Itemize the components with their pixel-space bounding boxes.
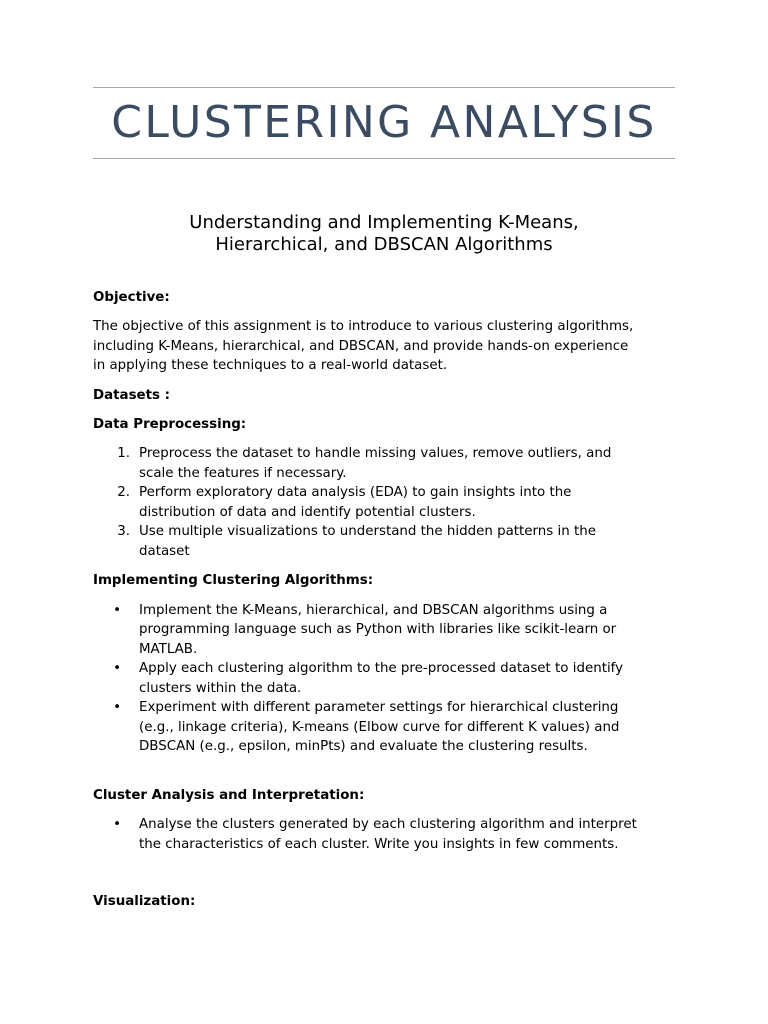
document-subtitle — [93, 212, 675, 256]
list-item-text: (e.g., linkage criteria), K-means (Elbow curve for different K values) and — [139, 719, 620, 735]
preprocessing-heading: Data Preprocessing: — [93, 417, 247, 432]
list-item-text: Preprocess the dataset to handle missing values, remove outliers, and — [139, 446, 612, 461]
list-item — [93, 698, 675, 757]
list-item-text: dataset — [139, 543, 190, 559]
list-item — [93, 483, 675, 522]
list-item — [93, 601, 675, 660]
bullet-icon: • — [113, 661, 121, 676]
list-item-text: MATLAB. — [139, 641, 198, 657]
bullet-icon: • — [113, 602, 121, 618]
visualization-heading: Visualization: — [93, 894, 196, 909]
list-item — [93, 815, 675, 854]
title-bottom-rule — [93, 158, 675, 159]
list-number: 2. — [117, 485, 130, 500]
list-item-text: DBSCAN (e.g., epsilon, minPts) and evaluate the clustering results. — [139, 739, 588, 754]
subtitle-line: Understanding and Implementing K-Means, — [189, 212, 579, 233]
bullet-icon: • — [113, 700, 121, 715]
bullet-icon: • — [113, 817, 121, 832]
analysis-heading: Cluster Analysis and Interpretation: — [93, 787, 365, 803]
document-body — [93, 288, 675, 912]
list-item-text: programming language such as Python with libraries like scikit-learn or — [139, 622, 617, 637]
objective-text-line: including K-Means, hierarchical, and DBSCAN, and provide hands-on experience — [93, 338, 629, 354]
objective-text-line: The objective of this assignment is to introduce to various clustering algorithms, — [93, 319, 634, 334]
list-item-text: scale the features if necessary. — [139, 465, 347, 481]
list-item-text: clusters within the data. — [139, 680, 302, 696]
implementing-list — [93, 601, 675, 757]
document-title: CLUSTERING ANALYSIS — [111, 97, 657, 148]
list-number: 1. — [117, 446, 130, 461]
analysis-list — [93, 815, 675, 854]
objective-text-line: in applying these techniques to a real-world dataset. — [93, 358, 448, 373]
list-number: 3. — [117, 524, 130, 539]
datasets-heading: Datasets : — [93, 387, 171, 403]
list-item-text: the characteristics of each cluster. Write you insights in few comments. — [139, 836, 619, 852]
subtitle-line: Hierarchical, and DBSCAN Algorithms — [215, 234, 553, 255]
list-item — [93, 659, 675, 698]
list-item-text: Implement the K-Means, hierarchical, and DBSCAN algorithms using a — [139, 602, 608, 618]
implementing-heading: Implementing Clustering Algorithms: — [93, 573, 374, 588]
title-top-rule — [93, 87, 675, 88]
list-item — [93, 444, 675, 483]
preprocessing-list — [93, 444, 675, 561]
list-item-text: Use multiple visualizations to understand the hidden patterns in the — [139, 524, 596, 539]
list-item-text: Perform exploratory data analysis (EDA) to gain insights into the — [139, 485, 572, 500]
objective-heading: Objective: — [93, 290, 170, 305]
list-item-text: Experiment with different parameter settings for hierarchical clustering — [139, 700, 619, 715]
list-item — [93, 522, 675, 561]
list-item-text: distribution of data and identify potential clusters. — [139, 504, 476, 520]
list-item-text: Analyse the clusters generated by each clustering algorithm and interpret — [139, 817, 637, 832]
list-item-text: Apply each clustering algorithm to the pre-processed dataset to identify — [139, 661, 624, 676]
objective-text — [93, 317, 675, 376]
